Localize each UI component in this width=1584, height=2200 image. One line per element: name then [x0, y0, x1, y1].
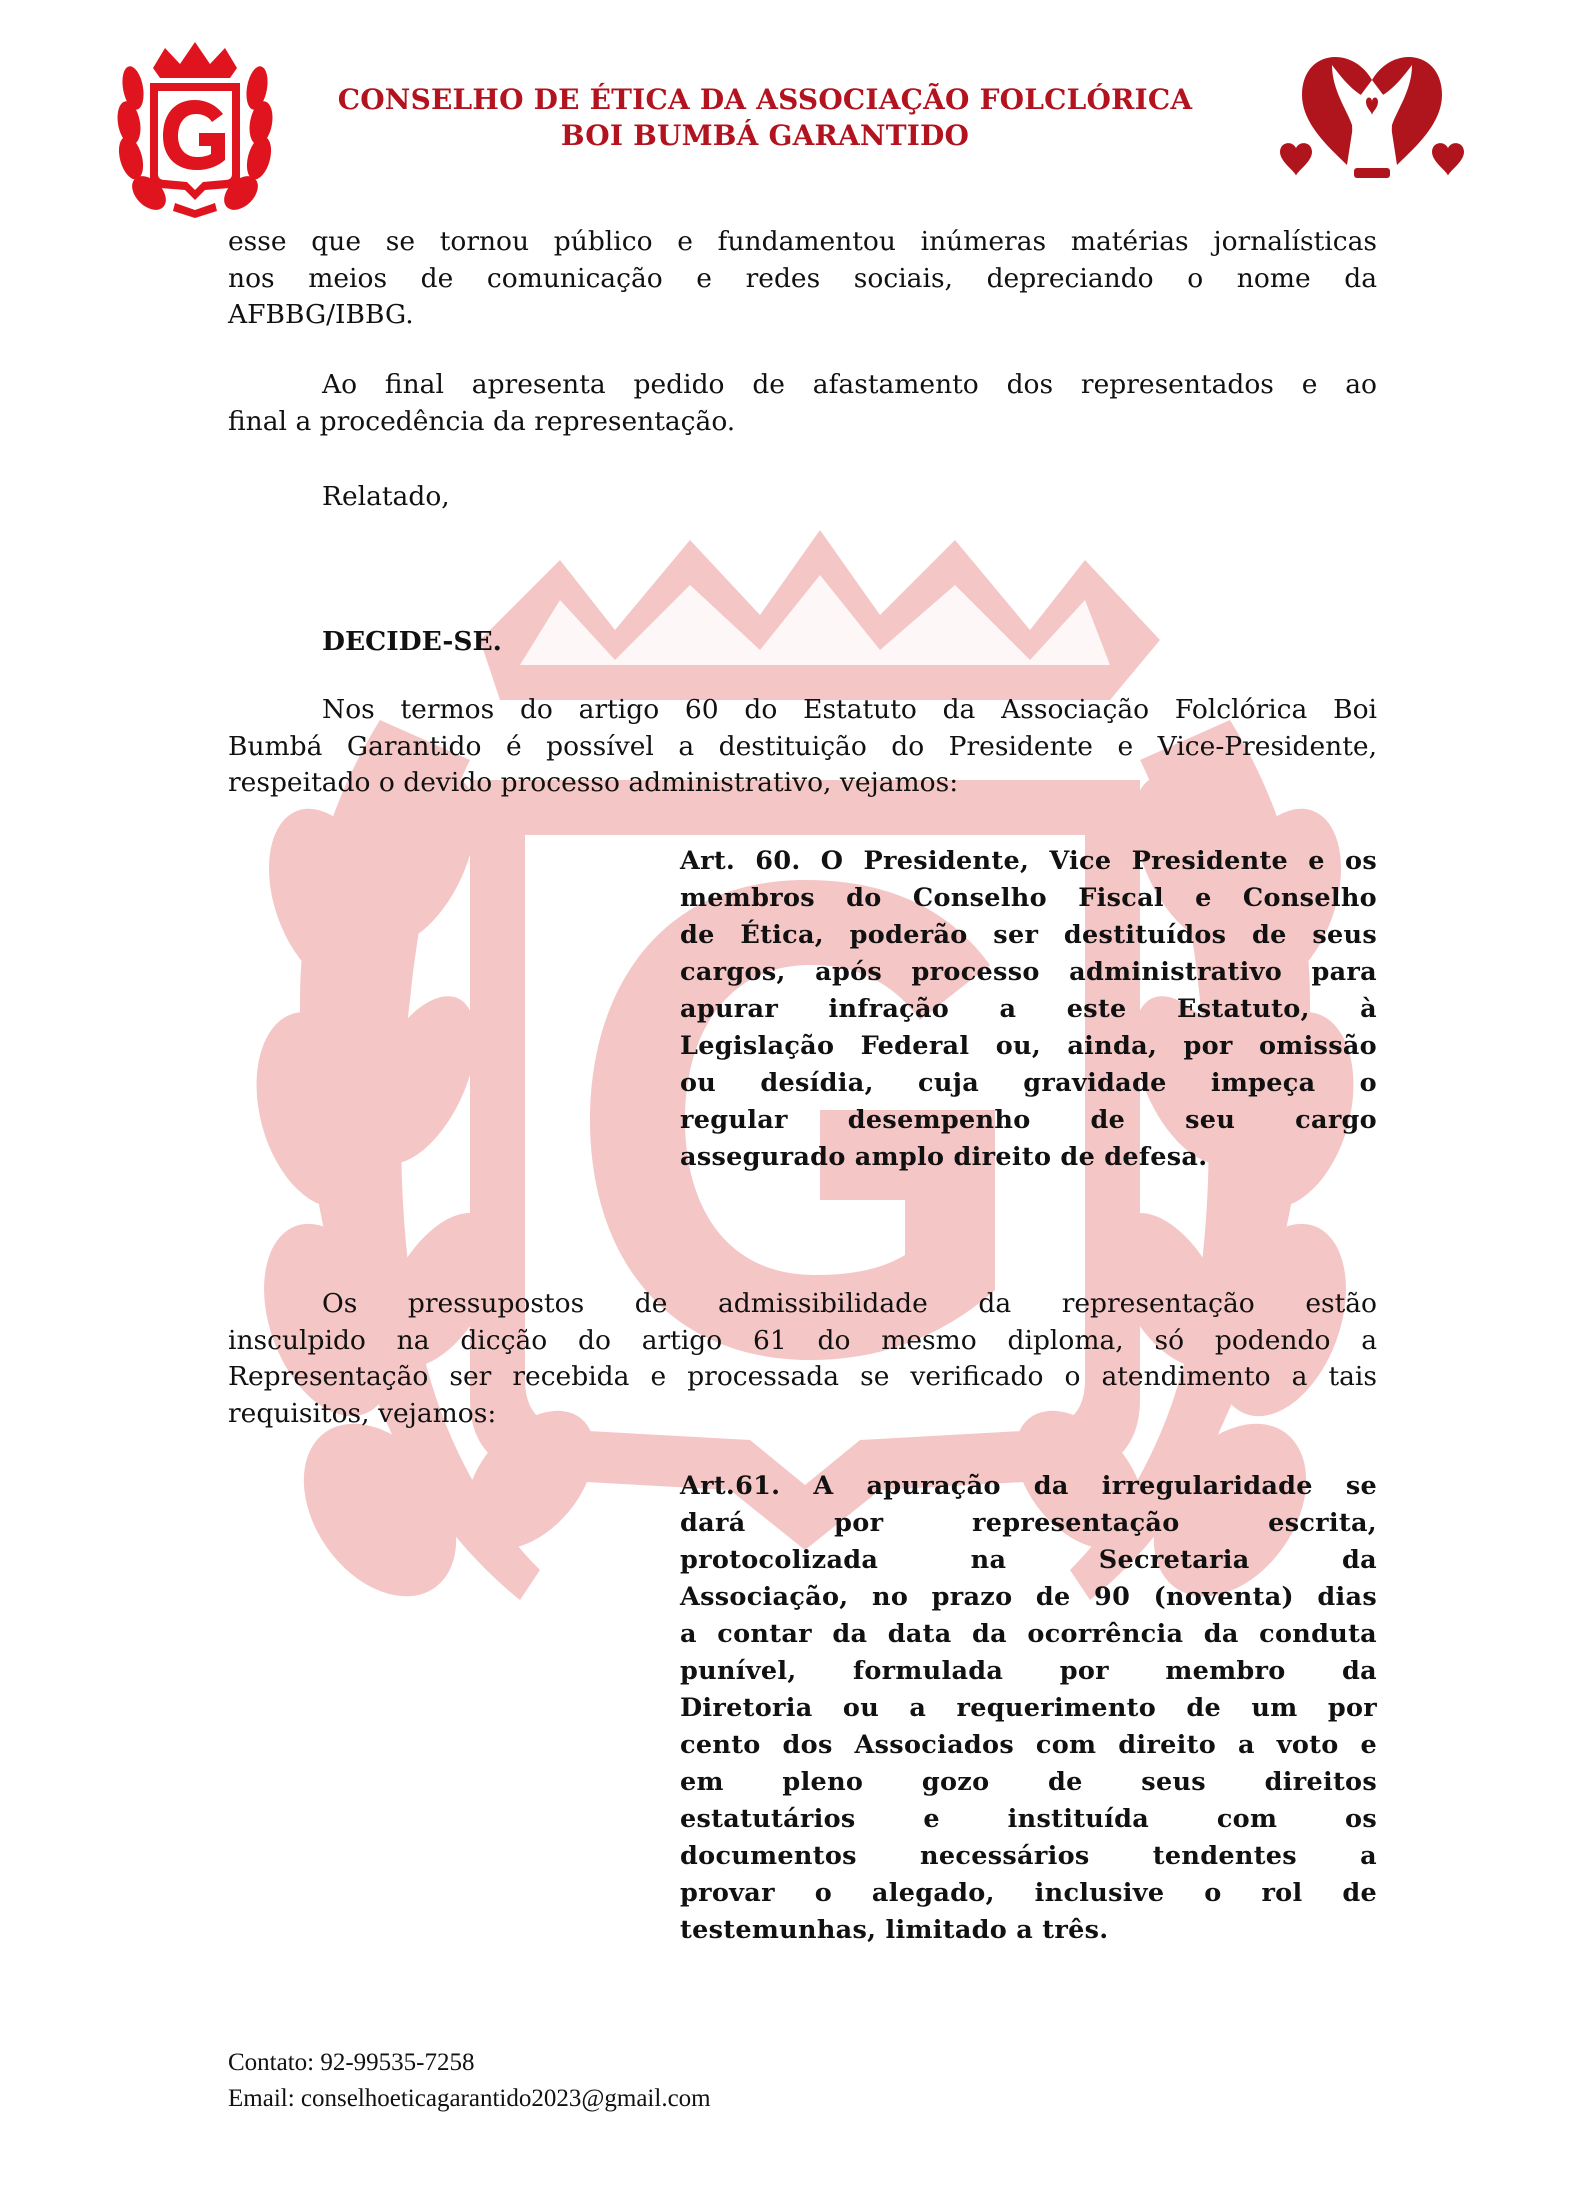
quote-line: Associação, no prazo de 90 (noventa) dias [680, 1582, 1377, 1612]
text-line: nos meios de comunicação e redes sociais, depreciando o nome da [228, 262, 1377, 294]
relatado-text: Relatado, [322, 481, 450, 512]
quote-line: documentos necessários tendentes a [680, 1841, 1377, 1871]
text-line: requisitos, vejamos: [228, 1397, 497, 1429]
quote-line: protocolizada na Secretaria da [680, 1545, 1377, 1575]
quote-line: cento dos Associados com direito a voto e [680, 1730, 1377, 1760]
article61-quote [680, 1468, 1377, 1949]
quote-line: membros do Conselho Fiscal e Conselho [680, 883, 1377, 913]
quote-line: provar o alegado, inclusive o rol de [680, 1878, 1377, 1908]
text-line: respeitado o devido processo administrativo, vejamos: [228, 767, 959, 798]
decide-heading: DECIDE-SE. [322, 626, 502, 657]
text-line: final a procedência da representação. [228, 405, 736, 437]
article60-quote [680, 843, 1377, 1176]
garantido-crest-logo [105, 28, 285, 218]
header-title-line2: BOI BUMBÁ GARANTIDO [560, 119, 970, 152]
quote-line: regular desempenho de seu cargo [680, 1105, 1377, 1135]
paragraph-article60-intro [228, 692, 1377, 802]
quote-line: cargos, após processo administrativo para [680, 957, 1377, 987]
quote-line: de Ética, poderão ser destituídos de seus [680, 920, 1377, 950]
header-title [330, 82, 1200, 154]
text-line: Representação ser recebida e processada se verificado o atendimento a tais [228, 1361, 1377, 1392]
text-line: Os pressupostos de admissibilidade da representação estão [322, 1288, 1377, 1319]
boi-heart-logo [1262, 40, 1482, 200]
quote-line: apurar infração a este Estatuto, à [680, 994, 1377, 1024]
quote-line: punível, formulada por membro da [680, 1656, 1377, 1686]
text-line: Nos termos do artigo 60 do Estatuto da Associação Folclórica Boi [322, 694, 1377, 725]
text-line: Ao final apresenta pedido de afastamento dos representados e ao [322, 369, 1377, 400]
text-line: insculpido na dicção do artigo 61 do mesmo diploma, só podendo a [228, 1324, 1377, 1356]
paragraph-request [228, 367, 1377, 440]
quote-line: estatutários e instituída com os [680, 1804, 1377, 1834]
quote-line: dará por representação escrita, [680, 1508, 1377, 1538]
quote-line: Legislação Federal ou, ainda, por omissão [680, 1031, 1377, 1061]
quote-line: Diretoria ou a requerimento de um por [680, 1693, 1377, 1723]
quote-line: em pleno gozo de seus direitos [680, 1767, 1377, 1797]
contact-email: Email: conselhoeticagarantido2023@gmail.com [228, 2085, 711, 2112]
paragraph-continuation [228, 224, 1377, 334]
text-line: esse que se tornou público e fundamentou inúmeras matérias jornalísticas [228, 226, 1377, 257]
text-line: Bumbá Garantido é possível a destituição do Presidente e Vice-Presidente, [228, 730, 1377, 762]
quote-line: a contar da data da ocorrência da conduta [680, 1619, 1377, 1649]
quote-line: ou desídia, cuja gravidade impeça o [680, 1068, 1377, 1098]
quote-line: Art. 60. O Presidente, Vice Presidente e os [680, 846, 1377, 876]
quote-line: assegurado amplo direito de defesa. [680, 1142, 1208, 1172]
contact-phone: Contato: 92-99535-7258 [228, 2049, 475, 2076]
quote-line: Art.61. A apuração da irregularidade se [680, 1471, 1377, 1501]
header-title-line1: CONSELHO DE ÉTICA DA ASSOCIAÇÃO FOLCLÓRICA [337, 83, 1193, 116]
paragraph-article61-intro [228, 1286, 1377, 1432]
quote-line: testemunhas, limitado a três. [680, 1915, 1109, 1945]
text-line: AFBBG/IBBG. [228, 299, 414, 330]
